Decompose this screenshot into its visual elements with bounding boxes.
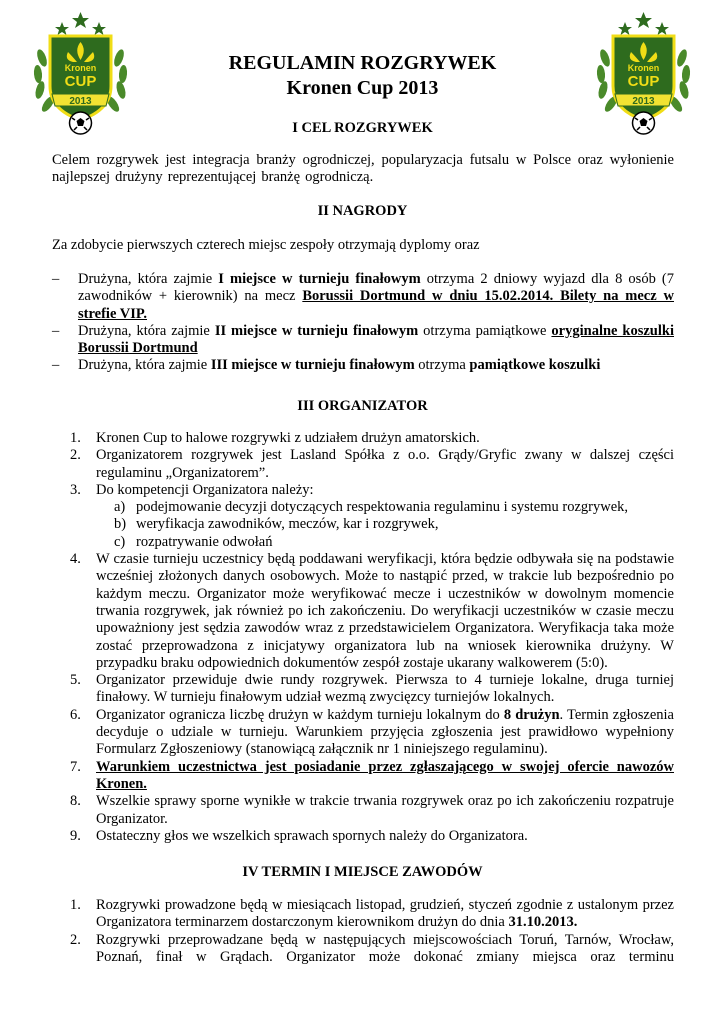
sub-list-item: [96, 499, 674, 516]
list-item-text: Rozgrywki przeprowadzane będą w następujących miejscowościach Toruń, Tarnów, Wrocław, Poznań, finał w Grądach. Organizator może dokonać zmiany miejsca oraz terminu: [96, 931, 674, 965]
list-item: [52, 828, 674, 845]
sub-list-letter: b): [114, 516, 127, 533]
list-item: [52, 551, 674, 672]
prize-third-text-c: otrzyma: [414, 357, 470, 374]
deadline-date: 31.10.2013.: [508, 914, 578, 931]
list-number: 6.: [70, 706, 81, 723]
list-item-text: Rozgrywki prowadzone będą w miesiącach listopad, grudzień, styczeń zgodnie z ustalonym przez Organizatora terminarzem dostarczonym kierownikom drużyn do dnia: [96, 897, 674, 931]
sub-list-item: [96, 534, 674, 551]
page-subtitle: Kronen Cup 2013: [286, 77, 439, 99]
participation-condition: Warunkiem uczestnictwa jest posiadanie przez zgłaszającego w swojej ofercie nawozów Kronen.: [96, 758, 674, 792]
logo-year: 2013: [632, 96, 655, 107]
logo-subtitle: CUP: [627, 73, 660, 90]
list-number: 4.: [70, 551, 81, 568]
prize-third-reward: pamiątkowe koszulki: [469, 357, 601, 374]
list-number: 5.: [70, 672, 81, 689]
logo-subtitle: CUP: [64, 73, 97, 90]
list-number: 1.: [70, 430, 81, 446]
section-heading-organizator: III ORGANIZATOR: [297, 398, 428, 414]
list-number: 8.: [70, 793, 81, 810]
list-number: 2.: [70, 447, 81, 464]
list-number: 7.: [70, 758, 81, 775]
prize-third: [52, 357, 674, 374]
list-item-text: Organizatorem rozgrywek jest Lasland Spółka z o.o. Grądy/Gryfic zwany w dalszej części regulaminu „Organizatorem”.: [96, 447, 674, 481]
list-item: [52, 759, 674, 794]
prize-second-text-a: Drużyna, która zajmie: [78, 322, 215, 339]
stars-icon: [55, 12, 106, 35]
list-item: [52, 897, 674, 932]
prize-third-place: III miejsce w turnieju finałowym: [210, 357, 415, 374]
prize-first-text-a: Drużyna, która zajmie: [78, 271, 219, 287]
sub-list-text: weryfikacja zawodników, meczów, kar i rozgrywek,: [136, 516, 439, 533]
list-item-text: Do kompetencji Organizatora należy:: [96, 481, 314, 498]
sub-list-text: podejmowanie decyzji dotyczących respektowania regulaminu i systemu rozgrywek,: [136, 499, 629, 516]
prize-second-place: II miejsce w turnieju finałowym: [214, 322, 419, 339]
nagrody-list: [52, 271, 674, 375]
nagrody-intro: Za zdobycie pierwszych czterech miejsc zespoły otrzymają dyplomy oraz: [52, 237, 480, 253]
list-item: [52, 447, 674, 482]
prize-second-text-c: otrzyma pamiątkowe: [418, 322, 552, 339]
list-item-text: Wszelkie sprawy sporne wynikłe w trakcie trwania rozgrywek oraz po ich zakończeniu rozpatruje Organizator.: [96, 793, 674, 827]
section-heading-termin: IV TERMIN I MIEJSCE ZAWODÓW: [242, 864, 483, 880]
sub-list-letter: a): [114, 499, 126, 516]
termin-list: [52, 897, 674, 966]
dash-marker: –: [52, 357, 60, 374]
list-item: [52, 793, 674, 828]
organizator-list: [52, 430, 674, 845]
logo-brand: Kronen: [64, 63, 97, 73]
list-number: 1.: [70, 897, 81, 913]
sub-list-text: rozpatrywanie odwołań: [136, 533, 273, 550]
logo-year: 2013: [69, 96, 92, 107]
list-item: [52, 932, 674, 967]
list-item-text: Organizator przewiduje dwie rundy rozgrywek. Pierwsza to 4 turnieje lokalne, druga turniej finałowy. W turnieju finałowym udział wezmą zwycięzcy turniejów lokalnych.: [96, 672, 674, 706]
prize-third-text-a: Drużyna, która zajmie: [78, 357, 211, 374]
list-number: 9.: [70, 827, 81, 844]
team-limit: 8 drużyn: [503, 706, 560, 723]
list-item-text: . Termin zgłoszenia decyduje o udziale w turnieju. Warunkiem przyjęcia zgłoszenia jest prawidłowo wypełniony Formularz Zgłoszeniowy (stanowiącą załącznik nr 1 niniejszego regulaminu).: [96, 706, 674, 758]
list-item-text: W czasie turnieju uczestnicy będą poddawani weryfikacji, która będzie odbywała się na podstawie wcześniej złożonych danych osobowych. Może to nastąpić przed, w trakcie lub bezpośrednio po każdym meczu. Organizator może weryfikować mecze i uczestników w dowolnym momencie trwania rozgrywek, jak również po ich zakończeniu. Do weryfikacji uczestników w czasie meczu upoważniony jest sędzia zawodów wraz z przedstawicielem Organizatora. Weryfikacja taka może zostać przeprowadzona z inicjatywy organizatora lub na wniosek kierownika drużyny. W przypadku braku odpowiednich dokumentów zespół zostaje ukarany walkowerem (5:0).: [96, 551, 674, 671]
prize-second: [52, 323, 674, 358]
list-item-text: Kronen Cup to halowe rozgrywki z udziałem drużyn amatorskich.: [96, 430, 480, 446]
list-item: [52, 672, 674, 707]
prize-first-reward: Borussii Dortmund w dniu 15.02.2014. Bilety na mecz w strefie VIP.: [78, 288, 674, 322]
section-heading-cel: I CEL ROZGRYWEK: [292, 120, 433, 136]
section-cel-paragraph: Celem rozgrywek jest integracja branży ogrodniczej, popularyzacja futsalu w Polsce oraz wyłonienie najlepszej drużyny reprezentującej branżę ogrodniczą.: [52, 152, 674, 186]
dash-marker: –: [52, 322, 60, 339]
page-title: REGULAMIN ROZGRYWEK: [228, 52, 497, 74]
prize-first-text-c: otrzyma 2 dniowy wyjazd dla 8 osób (7 zawodników + kierownik) na mecz: [78, 271, 674, 305]
sub-list-item: [96, 516, 674, 533]
list-item-text: Ostateczny głos we wszelkich sprawach spornych należy do Organizatora.: [96, 827, 528, 844]
prize-first: [52, 271, 674, 323]
section-heading-nagrody: II NAGRODY: [317, 203, 408, 219]
prize-first-place: I miejsce w turnieju finałowym: [218, 271, 421, 287]
stars-icon: [618, 12, 669, 35]
list-item: [52, 430, 674, 447]
list-number: 2.: [70, 931, 81, 948]
list-number: 3.: [70, 481, 81, 498]
prize-second-reward: oryginalne koszulki Borussii Dortmund: [78, 322, 674, 357]
sub-list-letter: c): [114, 533, 126, 550]
dash-marker: –: [52, 271, 60, 287]
list-item-text: Organizator ogranicza liczbę drużyn w każdym turnieju lokalnym do: [96, 706, 504, 723]
list-item: [52, 482, 674, 551]
logo-brand: Kronen: [627, 63, 660, 73]
list-item: [52, 707, 674, 759]
